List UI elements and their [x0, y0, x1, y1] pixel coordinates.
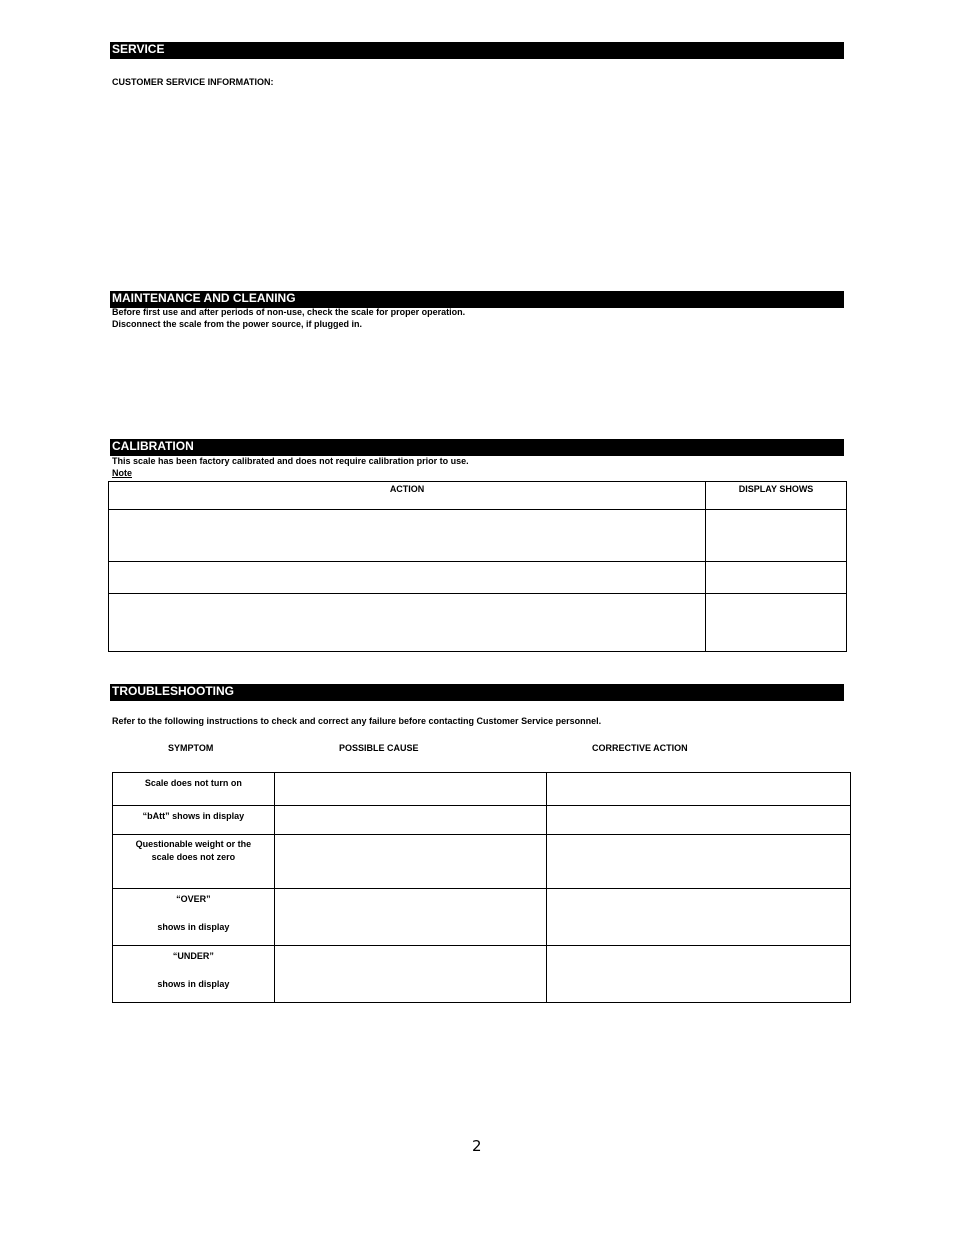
cause-cell — [274, 806, 547, 835]
calibration-display-cell — [706, 510, 847, 562]
troubleshooting-table — [112, 772, 851, 1003]
table-row — [113, 946, 851, 1003]
symptom-text: “OVER” — [176, 894, 211, 904]
col-possible-cause-label: POSSIBLE CAUSE — [339, 743, 419, 753]
calibration-row — [109, 594, 847, 652]
action-cell — [547, 946, 851, 1003]
calibration-display-cell — [706, 562, 847, 594]
customer-service-info-label: CUSTOMER SERVICE INFORMATION: — [112, 77, 274, 87]
calibration-note: Note — [112, 468, 132, 478]
calibration-row — [109, 510, 847, 562]
col-corrective-action-label: CORRECTIVE ACTION — [592, 743, 688, 753]
cause-cell — [274, 889, 547, 946]
calibration-action-cell — [109, 562, 706, 594]
symptom-cell — [113, 773, 275, 806]
symptom-cell — [113, 889, 275, 946]
symptom-text: “UNDER” — [172, 951, 214, 961]
calibration-heading: CALIBRATION — [110, 439, 844, 456]
calibration-action-cell — [109, 510, 706, 562]
troubleshooting-heading: TROUBLESHOOTING — [110, 684, 844, 701]
table-row — [113, 806, 851, 835]
calibration-action-cell — [109, 594, 706, 652]
action-cell — [547, 773, 851, 806]
table-row — [113, 835, 851, 889]
cause-cell — [274, 835, 547, 889]
service-heading: SERVICE — [110, 42, 844, 59]
calibration-table — [108, 481, 847, 652]
symptom-text: shows in display — [157, 979, 230, 989]
calibration-intro: This scale has been factory calibrated and does not require calibration prior to use. — [112, 456, 469, 466]
calibration-col-action: ACTION — [109, 482, 706, 510]
maintenance-line-1: Before first use and after periods of non-use, check the scale for proper operation. — [112, 307, 466, 317]
troubleshooting-intro: Refer to the following instructions to check and correct any failure before contacting Customer Service personnel. — [112, 716, 602, 726]
symptom-text: Questionable weight or the — [135, 839, 252, 849]
symptom-cell — [113, 835, 275, 889]
page-number: 2 — [472, 1137, 482, 1155]
action-cell — [547, 835, 851, 889]
table-row — [113, 773, 851, 806]
symptom-cell — [113, 806, 275, 835]
symptom-text: “bAtt” shows in display — [142, 811, 245, 821]
action-cell — [547, 806, 851, 835]
calibration-col-display: DISPLAY SHOWS — [706, 482, 847, 510]
symptom-cell — [113, 946, 275, 1003]
symptom-text: shows in display — [157, 922, 230, 932]
cause-cell — [274, 946, 547, 1003]
calibration-display-cell — [706, 594, 847, 652]
cause-cell — [274, 773, 547, 806]
symptom-text: Scale does not turn on — [144, 778, 242, 788]
calibration-header-row — [109, 482, 847, 510]
maintenance-line-2: Disconnect the scale from the power source, if plugged in. — [112, 319, 363, 329]
action-cell — [547, 889, 851, 946]
maintenance-heading: MAINTENANCE AND CLEANING — [110, 291, 844, 308]
symptom-text: scale does not zero — [151, 852, 236, 862]
calibration-row — [109, 562, 847, 594]
table-row — [113, 889, 851, 946]
col-symptom-label: SYMPTOM — [168, 743, 214, 753]
